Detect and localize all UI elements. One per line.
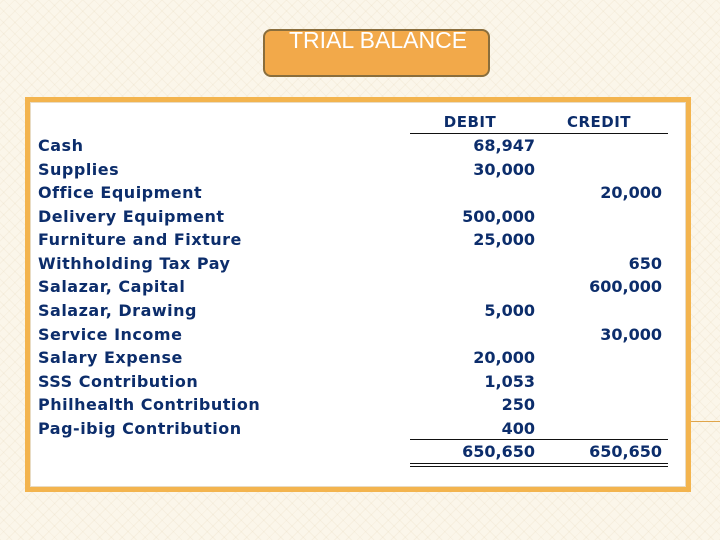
total-credit: 650,650	[589, 442, 662, 461]
page-title: TRIAL BALANCE	[288, 27, 468, 53]
debit-cell: 5,000	[484, 301, 535, 320]
account-label: Delivery Equipment	[38, 207, 225, 226]
account-label: Cash	[38, 136, 84, 155]
header-debit: DEBIT	[443, 113, 497, 131]
double-underline-top	[410, 463, 668, 464]
debit-cell: 68,947	[473, 136, 535, 155]
decorative-line	[690, 421, 720, 422]
account-label: Pag-ibig Contribution	[38, 419, 242, 438]
account-label: Supplies	[38, 160, 120, 179]
double-underline-bottom	[410, 466, 668, 467]
debit-cell: 500,000	[462, 207, 535, 226]
credit-cell: 20,000	[600, 183, 662, 202]
account-label: Philhealth Contribution	[38, 395, 261, 414]
trial-balance-table	[25, 97, 691, 492]
account-label: Salary Expense	[38, 348, 183, 367]
account-label: Furniture and Fixture	[38, 230, 242, 249]
total-debit: 650,650	[462, 442, 535, 461]
debit-cell: 250	[501, 395, 535, 414]
account-label: SSS Contribution	[38, 372, 199, 391]
total-rule	[410, 439, 668, 440]
account-label: Salazar, Capital	[38, 277, 186, 296]
debit-cell: 1,053	[484, 372, 535, 391]
debit-cell: 400	[501, 419, 535, 438]
debit-cell: 30,000	[473, 160, 535, 179]
header-credit: CREDIT	[566, 113, 632, 131]
account-label: Office Equipment	[38, 183, 203, 202]
credit-cell: 650	[628, 254, 662, 273]
header-underline	[410, 133, 668, 134]
account-label: Service Income	[38, 325, 183, 344]
account-label: Withholding Tax Pay	[38, 254, 231, 273]
credit-cell: 30,000	[600, 325, 662, 344]
account-label: Salazar, Drawing	[38, 301, 197, 320]
debit-cell: 25,000	[473, 230, 535, 249]
credit-cell: 600,000	[589, 277, 662, 296]
debit-cell: 20,000	[473, 348, 535, 367]
